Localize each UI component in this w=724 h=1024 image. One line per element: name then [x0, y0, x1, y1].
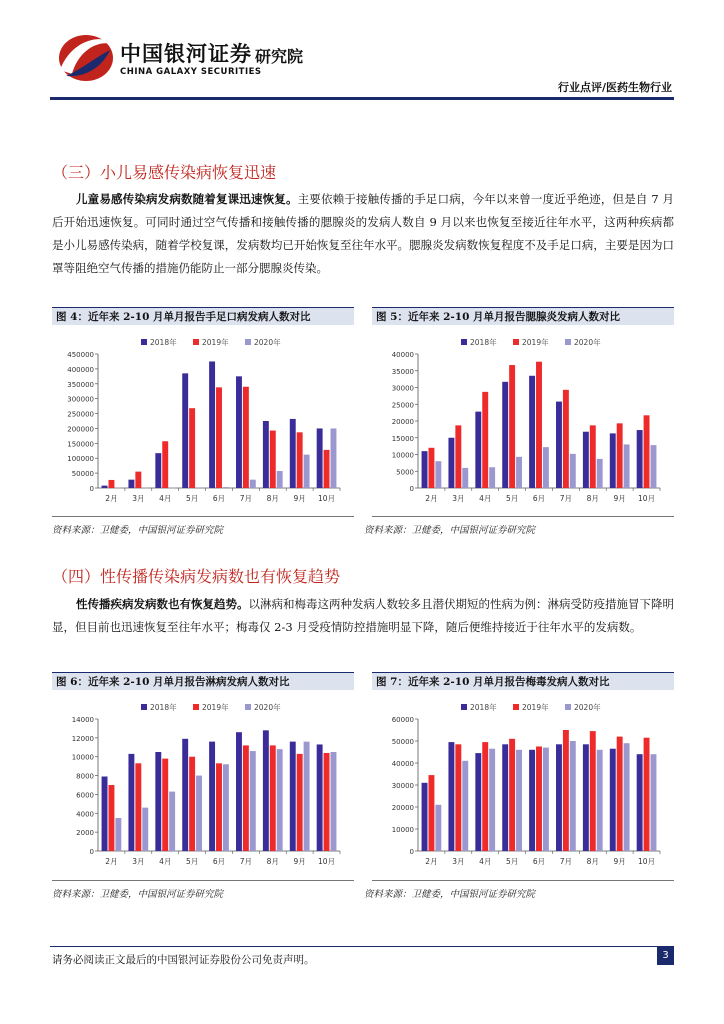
figure-7-source: 资料来源：卫健委，中国银河证券研究院 [364, 889, 536, 900]
legend-label: 2019年 [202, 703, 229, 712]
x-tick-label: 5月 [505, 857, 519, 866]
bar-2019年-5月 [509, 739, 515, 851]
bar-2019年-6月 [216, 763, 222, 851]
chart-legend [461, 337, 601, 347]
y-tick-label: 400000 [67, 365, 94, 374]
legend-label: 2020年 [254, 703, 281, 712]
bar-2020年-9月 [304, 455, 310, 488]
bar-2020年-6月 [543, 447, 549, 488]
bar-2020年-5月 [196, 776, 202, 851]
bar-2019年-6月 [536, 747, 542, 852]
source-divider [52, 880, 354, 881]
bar-2018年-10月 [317, 744, 323, 851]
bar-2019年-2月 [108, 480, 114, 488]
bar-2019年-9月 [297, 432, 303, 488]
legend-swatch [565, 339, 571, 345]
x-tick-label: 4月 [159, 494, 172, 503]
x-tick-label: 8月 [586, 857, 599, 866]
x-tick-label: 7月 [559, 494, 573, 503]
bar-2019年-10月 [644, 738, 650, 851]
bar-2019年-4月 [482, 742, 488, 851]
x-tick-label: 10月 [318, 857, 336, 866]
bar-2018年-3月 [448, 742, 454, 851]
x-tick-label: 10月 [638, 494, 656, 503]
x-tick-label: 6月 [532, 494, 546, 503]
section-4-lead: 性传播疾病发病数也有恢复趋势。 [76, 597, 249, 611]
bar-2018年-5月 [502, 744, 508, 851]
y-tick-label: 10000 [391, 451, 414, 460]
x-tick-label: 9月 [613, 494, 626, 503]
bar-2019年-9月 [617, 737, 623, 851]
y-tick-label: 50000 [71, 470, 94, 479]
x-tick-label: 6月 [212, 494, 226, 503]
bar-2018年-7月 [236, 732, 242, 851]
bar-2018年-6月 [529, 750, 535, 851]
x-tick-label: 4月 [479, 857, 492, 866]
x-tick-label: 3月 [132, 857, 145, 866]
bar-2019年-7月 [563, 390, 569, 488]
x-tick-label: 6月 [532, 857, 546, 866]
section-4-body: 以淋病和梅毒这两种发病人数较多且潜伏期短的性病为例：淋病受防疫措施冒下降明显，但目前也迅速恢复至往年水平；梅毒仅 2-3 月受疫情防控措施明显下降，随后便维持接近于往年水平的发病数。 [52, 597, 674, 634]
bar-2019年-8月 [590, 731, 596, 851]
x-tick-label: 5月 [185, 494, 199, 503]
bar-2020年-10月 [331, 428, 337, 488]
x-tick-label: 7月 [239, 494, 253, 503]
footer-divider [50, 946, 674, 947]
x-tick-label: 10月 [638, 857, 656, 866]
y-tick-label: 2000 [76, 829, 94, 838]
bar-2020年-9月 [624, 743, 630, 851]
bar-2020年-8月 [597, 750, 603, 851]
bar-2020年-2月 [435, 461, 441, 488]
section-title-3: （三）小儿易感传染病恢复迅速 [52, 163, 277, 182]
x-tick-label: 2月 [425, 494, 438, 503]
x-tick-label: 6月 [212, 857, 226, 866]
bar-2019年-10月 [324, 450, 330, 488]
bar-2020年-6月 [223, 487, 229, 488]
x-tick-label: 8月 [586, 494, 599, 503]
bar-2019年-5月 [189, 757, 195, 851]
bar-2018年-3月 [128, 480, 134, 488]
section-4-paragraph [52, 593, 674, 639]
bar-2018年-2月 [422, 451, 428, 488]
bar-2018年-10月 [637, 754, 643, 851]
x-tick-label: 7月 [239, 857, 253, 866]
chart-legend [141, 702, 281, 712]
figure-7-title: 图 7：近年来 2-10 月单月报告梅毒发病人数对比 [372, 672, 674, 690]
bar-2019年-2月 [428, 775, 434, 851]
section-3-lead: 儿童易感传染病发病数随着复课迅速恢复。 [76, 192, 298, 206]
bar-2019年-8月 [590, 425, 596, 488]
bar-2020年-7月 [570, 454, 576, 488]
x-tick-label: 4月 [159, 857, 172, 866]
legend-swatch [141, 339, 147, 345]
x-tick-label: 5月 [505, 494, 519, 503]
y-tick-label: 14000 [71, 716, 94, 724]
y-tick-label: 25000 [391, 401, 414, 410]
bar-2018年-6月 [529, 376, 535, 488]
bar-2020年-10月 [651, 754, 657, 851]
bar-2019年-9月 [617, 423, 623, 488]
logo-text-cn: 中国银河证券 [120, 42, 252, 66]
figure-5-chart [372, 330, 674, 510]
x-tick-label: 10月 [318, 494, 336, 503]
bar-2020年-7月 [250, 751, 256, 851]
bar-2019年-8月 [270, 745, 276, 851]
legend-swatch [193, 704, 199, 710]
bar-2018年-3月 [128, 754, 134, 851]
chart-legend [461, 702, 601, 712]
x-tick-label: 9月 [293, 494, 306, 503]
source-divider [52, 516, 354, 517]
bar-2018年-10月 [637, 430, 643, 488]
y-tick-label: 200000 [67, 425, 94, 434]
legend-label: 2019年 [202, 338, 229, 347]
bar-2018年-4月 [155, 752, 161, 851]
bar-2019年-7月 [243, 387, 249, 488]
x-tick-label: 3月 [452, 857, 465, 866]
bar-2019年-7月 [563, 730, 569, 851]
y-tick-label: 0 [409, 848, 414, 856]
bar-2020年-4月 [169, 488, 175, 489]
bar-2019年-7月 [243, 745, 249, 851]
legend-label: 2019年 [522, 338, 549, 347]
legend-label: 2018年 [470, 338, 497, 347]
bar-2019年-4月 [482, 392, 488, 488]
legend-swatch [461, 704, 467, 710]
bar-2018年-5月 [502, 382, 508, 488]
bar-2018年-8月 [263, 730, 269, 851]
y-tick-label: 35000 [391, 367, 414, 376]
legend-label: 2018年 [150, 338, 177, 347]
bar-2018年-6月 [209, 742, 215, 851]
y-tick-label: 0 [409, 485, 414, 493]
bar-2020年-3月 [462, 468, 468, 488]
y-tick-label: 0 [89, 848, 94, 856]
bar-2020年-6月 [543, 748, 549, 851]
bar-2020年-5月 [516, 457, 522, 488]
y-tick-label: 250000 [67, 410, 94, 419]
bar-2019年-3月 [135, 472, 141, 488]
bar-2018年-7月 [556, 402, 562, 488]
y-tick-label: 40000 [391, 351, 414, 359]
figure-5-source: 资料来源：卫健委，中国银河证券研究院 [364, 525, 536, 536]
figure-6-source: 资料来源：卫健委，中国银河证券研究院 [52, 889, 224, 900]
figure-4-source: 资料来源：卫健委，中国银河证券研究院 [52, 525, 224, 536]
y-tick-label: 0 [89, 485, 94, 493]
x-tick-label: 3月 [132, 494, 145, 503]
figure-6-chart [52, 695, 354, 873]
section-3-paragraph [52, 188, 674, 280]
y-tick-label: 8000 [76, 772, 94, 781]
bar-2019年-5月 [509, 365, 515, 488]
y-tick-label: 40000 [391, 760, 414, 768]
bar-2019年-3月 [455, 744, 461, 851]
legend-swatch [245, 704, 251, 710]
bar-2020年-4月 [169, 792, 175, 851]
bar-2020年-7月 [250, 480, 256, 488]
legend-label: 2020年 [574, 703, 601, 712]
logo-text-en: CHINA GALAXY SECURITIES [120, 67, 262, 77]
bar-2020年-9月 [304, 742, 310, 851]
legend-swatch [193, 339, 199, 345]
y-tick-label: 4000 [76, 810, 94, 819]
bar-2020年-3月 [142, 808, 148, 851]
bar-2020年-5月 [516, 750, 522, 851]
y-tick-label: 300000 [67, 395, 94, 404]
bar-2020年-4月 [489, 467, 495, 488]
bar-2018年-3月 [448, 438, 454, 488]
y-tick-label: 12000 [71, 734, 94, 743]
bar-2020年-9月 [624, 444, 630, 488]
x-tick-label: 3月 [452, 494, 465, 503]
source-divider [372, 880, 674, 881]
legend-label: 2018年 [470, 703, 497, 712]
x-tick-label: 2月 [425, 857, 438, 866]
bar-2018年-8月 [263, 421, 269, 488]
figure-4-title: 图 4：近年来 2-10 月单月报告手足口病发病人数对比 [52, 307, 354, 325]
galaxy-logo-icon [52, 30, 116, 86]
y-tick-label: 10000 [71, 753, 94, 762]
figure-6-title: 图 6：近年来 2-10 月单月报告淋病发病人数对比 [52, 672, 354, 690]
bar-2019年-10月 [644, 415, 650, 488]
bar-2020年-5月 [196, 487, 202, 488]
header-divider [50, 97, 674, 100]
bar-2019年-10月 [324, 753, 330, 851]
footer-disclaimer: 请务必阅读正文最后的中国银河证券股份公司免责声明。 [52, 954, 315, 966]
bar-2019年-6月 [216, 387, 222, 488]
y-tick-label: 30000 [391, 782, 414, 790]
y-tick-label: 20000 [391, 418, 414, 426]
y-tick-label: 5000 [396, 468, 414, 477]
bar-2019年-9月 [297, 754, 303, 851]
bar-2018年-9月 [610, 749, 616, 851]
y-tick-label: 20000 [391, 804, 414, 812]
x-tick-label: 7月 [559, 857, 573, 866]
bar-2020年-4月 [489, 749, 495, 851]
logo-text-research: 研究院 [255, 47, 304, 66]
bar-2019年-4月 [162, 759, 168, 851]
page-number: 3 [657, 947, 674, 965]
bar-2019年-6月 [536, 362, 542, 488]
bar-2019年-3月 [135, 763, 141, 851]
y-tick-label: 100000 [67, 455, 94, 464]
legend-swatch [461, 339, 467, 345]
x-tick-label: 5月 [185, 857, 199, 866]
legend-label: 2020年 [574, 338, 601, 347]
bar-2020年-2月 [435, 805, 441, 851]
legend-swatch [565, 704, 571, 710]
bar-2019年-5月 [189, 408, 195, 488]
x-tick-label: 8月 [266, 857, 279, 866]
y-tick-label: 30000 [391, 384, 414, 393]
figure-7-chart [372, 695, 674, 873]
bar-2018年-2月 [422, 783, 428, 851]
legend-swatch [141, 704, 147, 710]
section-3-body: 主要依赖于接触传播的手足口病，今年以来曾一度近乎绝迹，但是自 7 月后开始迅速恢复。可同时通过空气传播和接触传播的腮腺炎的发病人数自 9 月以来也恢复至接近往年水平，这两种疾病都是小儿易感传染病，随着学校复课，发病数均已开始恢复至往年水平。腮腺炎发病数恢复程度不及手足口病，主要是因为口罩等阻绝空气传播的措施仍能防止一部分腮腺炎传染。 [52, 192, 675, 275]
bar-2020年-10月 [331, 752, 337, 851]
chart-legend [141, 337, 281, 347]
bar-2020年-10月 [651, 445, 657, 488]
report-category: 行业点评/医药生物行业 [557, 81, 672, 94]
x-tick-label: 9月 [293, 857, 306, 866]
bar-2018年-9月 [290, 419, 296, 488]
bar-2020年-3月 [462, 761, 468, 851]
figure-4-chart [52, 330, 354, 510]
x-tick-label: 9月 [613, 857, 626, 866]
section-title-4: （四）性传播传染病发病数也有恢复趋势 [52, 567, 341, 586]
bar-2019年-2月 [108, 785, 114, 851]
legend-swatch [245, 339, 251, 345]
bar-2018年-8月 [583, 744, 589, 851]
y-tick-label: 350000 [67, 380, 94, 389]
y-tick-label: 6000 [76, 791, 94, 800]
bar-2020年-2月 [115, 488, 121, 489]
y-tick-label: 60000 [391, 716, 414, 724]
figure-5-title: 图 5：近年来 2-10 月单月报告腮腺炎发病人数对比 [372, 307, 674, 325]
bar-2020年-8月 [597, 459, 603, 488]
bar-2018年-5月 [182, 373, 188, 488]
bar-2019年-8月 [270, 431, 276, 488]
y-tick-label: 150000 [67, 440, 94, 449]
legend-label: 2020年 [254, 338, 281, 347]
bar-2018年-4月 [155, 453, 161, 488]
bar-2019年-3月 [455, 425, 461, 488]
bar-2018年-7月 [236, 376, 242, 488]
bar-2018年-2月 [102, 777, 108, 851]
bar-2018年-9月 [290, 742, 296, 851]
x-tick-label: 4月 [479, 494, 492, 503]
legend-swatch [513, 339, 519, 345]
bar-2019年-4月 [162, 441, 168, 488]
bar-2018年-2月 [102, 486, 108, 488]
bar-2018年-6月 [209, 361, 215, 488]
bar-2018年-5月 [182, 739, 188, 851]
y-tick-label: 10000 [391, 826, 414, 834]
bar-2020年-7月 [570, 741, 576, 851]
y-tick-label: 15000 [391, 434, 414, 443]
x-tick-label: 8月 [266, 494, 279, 503]
bar-2019年-2月 [428, 448, 434, 488]
bar-2018年-8月 [583, 432, 589, 488]
bar-2020年-3月 [142, 488, 148, 489]
bar-2018年-4月 [475, 753, 481, 851]
y-tick-label: 450000 [67, 351, 94, 359]
bar-2020年-8月 [277, 471, 283, 488]
bar-2020年-8月 [277, 749, 283, 851]
legend-swatch [513, 704, 519, 710]
legend-label: 2019年 [522, 703, 549, 712]
bar-2018年-4月 [475, 412, 481, 488]
x-tick-label: 2月 [105, 494, 118, 503]
bar-2018年-9月 [610, 433, 616, 488]
bar-2018年-7月 [556, 744, 562, 851]
source-divider [372, 516, 674, 517]
bar-2018年-10月 [317, 428, 323, 488]
bar-2020年-6月 [223, 764, 229, 851]
bar-2020年-2月 [115, 818, 121, 851]
y-tick-label: 50000 [391, 738, 414, 746]
x-tick-label: 2月 [105, 857, 118, 866]
legend-label: 2018年 [150, 703, 177, 712]
